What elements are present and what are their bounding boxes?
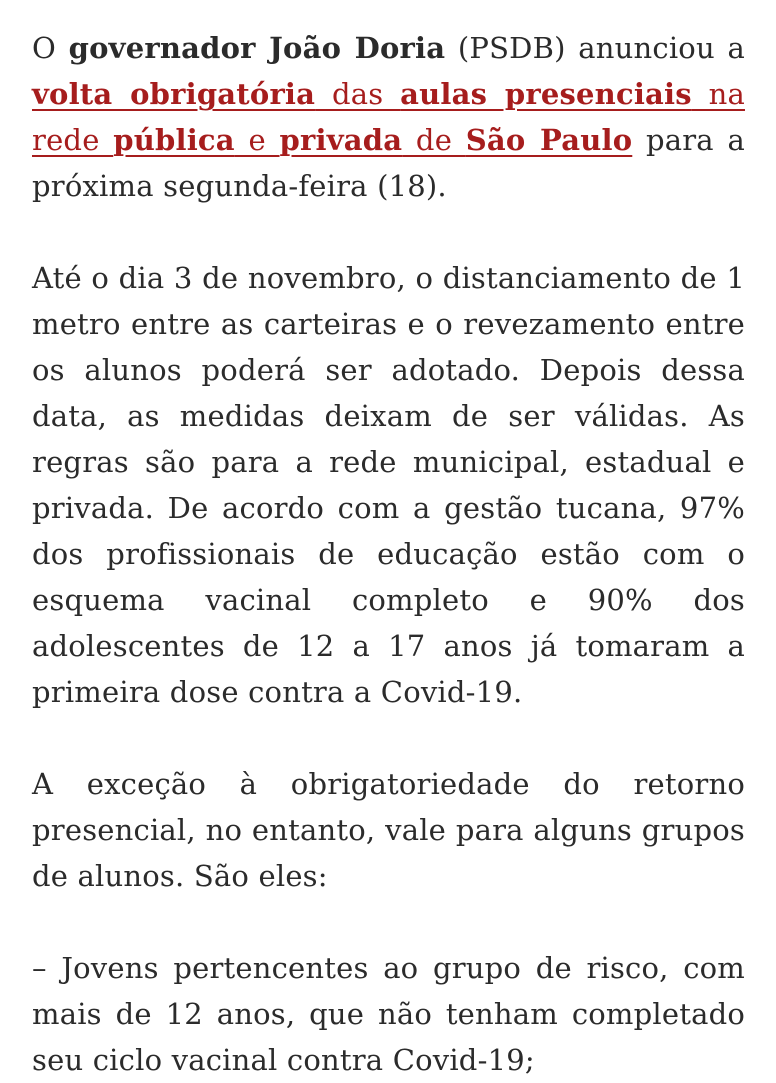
link-na-rede-label: na rede [32,77,745,157]
link-publica-label: pública [113,123,235,157]
article-body [32,25,745,1083]
link-privada[interactable] [280,123,403,157]
link-e[interactable] [235,123,280,157]
text-segment: O [32,31,69,65]
link-sao-paulo-label: São Paulo [465,123,633,157]
paragraph-distancing-rules: Até o dia 3 de novembro, o distanciamento de 1 metro entre as carteiras e o revezamento entre os alunos poderá ser adotado. Depois dessa data, as medidas deixam de ser válidas. As regras são para a rede municipal, estadual e privada. De acordo com a gestão tucana, 97% dos profissionais de educação estão com o esquema vacinal completo e 90% dos adolescentes de 12 a 17 anos já tomaram a primeira dose contra a Covid-19. [32,261,745,709]
governor-name: governador João Doria [68,31,446,65]
link-das[interactable] [315,77,400,111]
link-aulas-presenciais-label: aulas presenciais [400,77,692,111]
text-segment: (PSDB) anunciou a [445,31,745,65]
list-item-risk-group: – Jovens pertencentes ao grupo de risco, com mais de 12 anos, que não tenham completado seu ciclo vacinal contra Covid-19; [32,951,745,1077]
paragraph-exceptions-intro: A exceção à obrigatoriedade do retorno presencial, no entanto, vale para alguns grupos de alunos. São eles: [32,767,745,893]
paragraph-announcement [32,25,745,209]
link-de-label: de [402,123,466,157]
link-publica[interactable] [113,123,235,157]
link-das-label: das [315,77,401,111]
link-volta-obrigatoria[interactable] [32,77,315,111]
link-e-label: e [234,123,280,157]
link-volta-obrigatoria-label: volta obrigatória [32,77,316,111]
link-aulas-presenciais[interactable] [400,77,692,111]
link-sao-paulo[interactable] [466,123,633,157]
text-segment: para a próxima segunda-feira (18). [32,123,745,203]
link-privada-label: privada [279,123,403,157]
link-de[interactable] [402,123,466,157]
